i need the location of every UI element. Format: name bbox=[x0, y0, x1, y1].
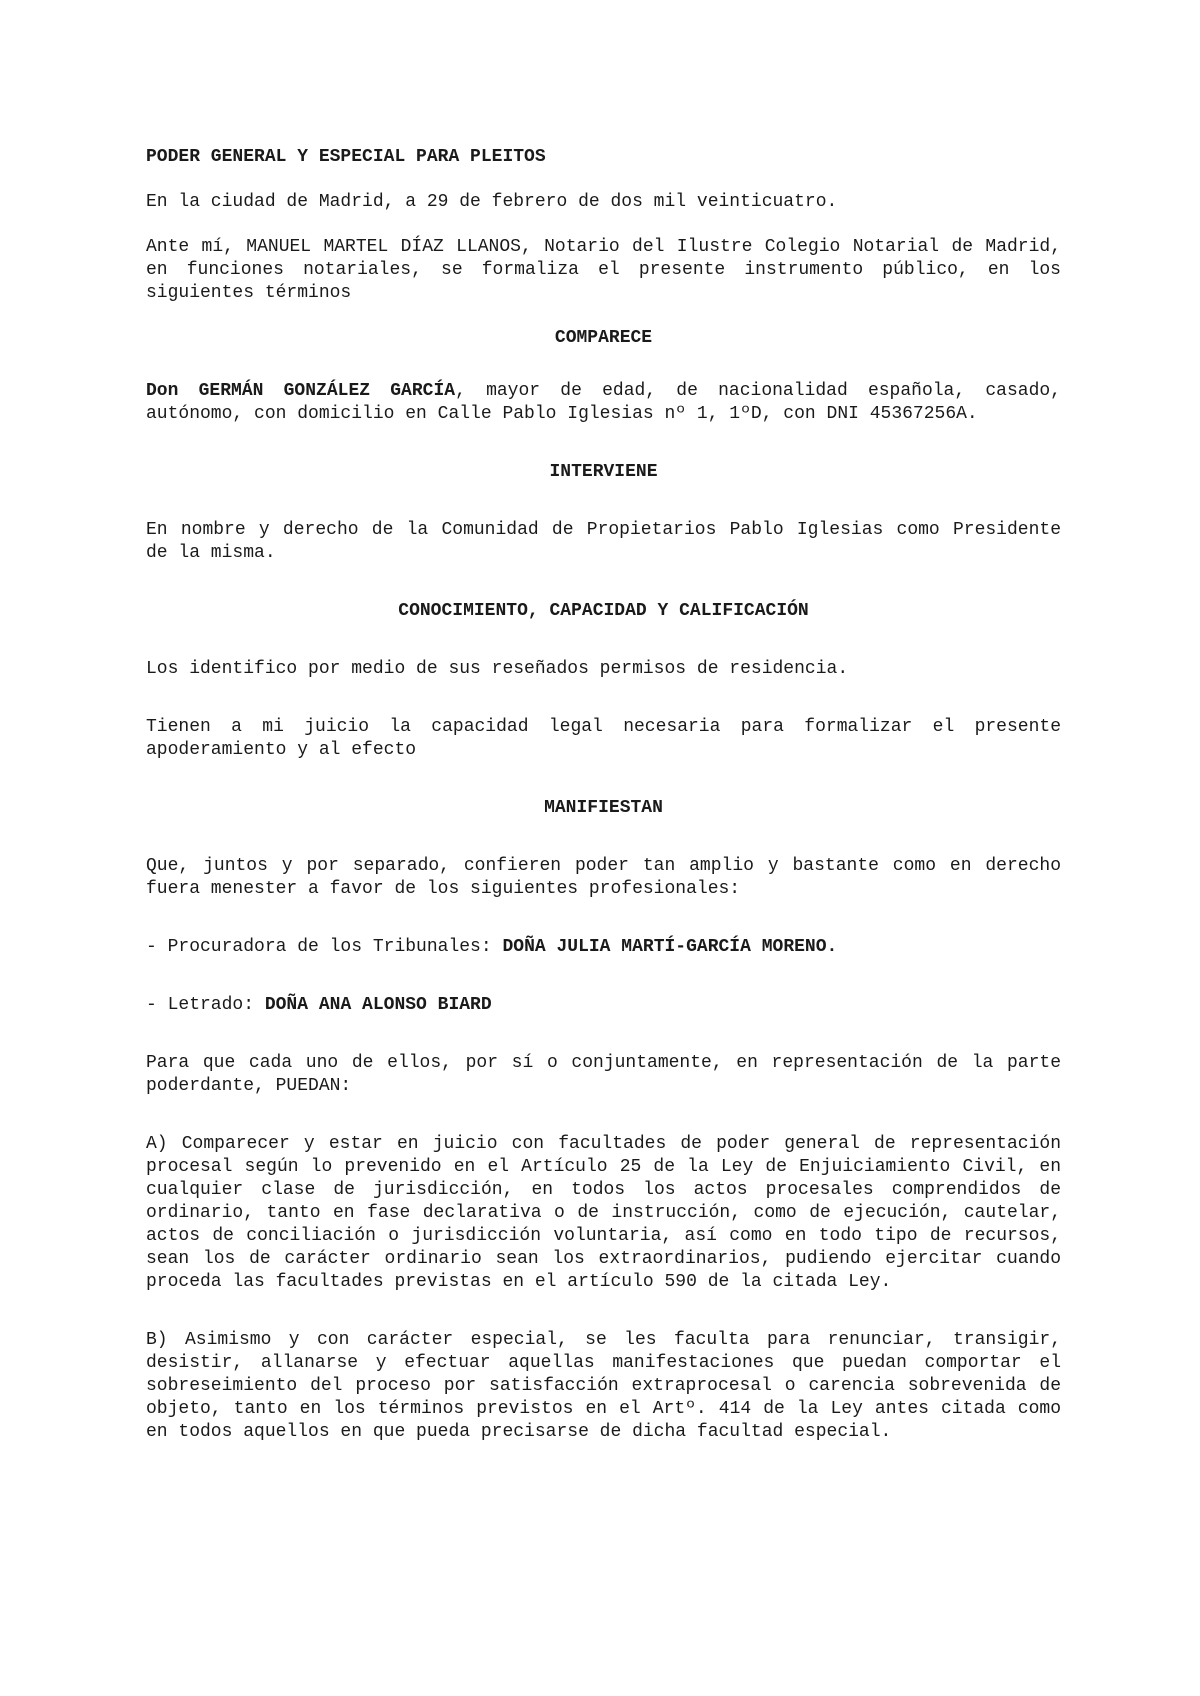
letrado-line bbox=[146, 994, 1061, 1017]
letrado-name: DOÑA ANA ALONSO BIARD bbox=[264, 995, 492, 1015]
letrado-label: - Letrado: bbox=[146, 995, 265, 1015]
puedan-paragraph: Para que cada uno de ellos, por sí o conjuntamente, en representación de la parte poderdante, PUEDAN: bbox=[146, 1053, 1061, 1096]
intro-notary-paragraph: Ante mí, MANUEL MARTEL DÍAZ LLANOS, Notario del Ilustre Colegio Notarial de Madrid, en funciones notariales, se formaliza el presente instrumento público, en los siguientes términos bbox=[146, 237, 1061, 303]
document-body bbox=[146, 146, 1061, 1444]
heading-manifiestan: MANIFIESTAN bbox=[544, 798, 663, 818]
clause-b-paragraph: B) Asimismo y con carácter especial, se les faculta para renunciar, transigir, desistir, allanarse y efectuar aquellas manifestaciones que puedan comportar el sobreseimiento del proceso por satisfacción extraprocesal o carencia sobrevenida de objeto, tanto en los términos previstos en el Artº. 414 de la Ley antes citada como en todos aquellos en que pueda precisarse de dicha facultad especial. bbox=[146, 1330, 1061, 1442]
compareciente-name: Don GERMÁN GONZÁLEZ GARCÍA bbox=[146, 381, 456, 401]
procuradora-label: - Procuradora de los Tribunales: bbox=[146, 937, 503, 957]
conocimiento-paragraph-2: Tienen a mi juicio la capacidad legal necesaria para formalizar el presente apoderamiento y al efecto bbox=[146, 717, 1061, 760]
manifiestan-paragraph: Que, juntos y por separado, confieren poder tan amplio y bastante como en derecho fuera menester a favor de los siguientes profesionales: bbox=[146, 856, 1061, 899]
comparece-paragraph bbox=[146, 380, 1061, 426]
procuradora-name: DOÑA JULIA MARTÍ-GARCÍA MORENO. bbox=[502, 937, 838, 957]
clause-a-paragraph: A) Comparecer y estar en juicio con facultades de poder general de representación procesal según lo prevenido en el Artículo 25 de la Ley de Enjuiciamiento Civil, en cualquier clase de jurisdicción, en todos los actos procesales comprendidos de ordinario, tanto en fase declarativa o de instrucción, como de ejecución, cautelar, actos de conciliación o jurisdicción voluntaria, así como en todo tipo de recursos, sean los de carácter ordinario sean los extraordinarios, pudiendo ejercitar cuando proceda las facultades previstas en el artículo 590 de la citada Ley. bbox=[146, 1134, 1061, 1292]
compareciente-details: , mayor de edad, de nacionalidad española, casado, autónomo, con domicilio en Calle Pablo Iglesias nº 1, 1ºD, con DNI 45367256A. bbox=[146, 381, 1061, 424]
intro-date-paragraph: En la ciudad de Madrid, a 29 de febrero de dos mil veinticuatro. bbox=[146, 192, 838, 212]
heading-interviene: INTERVIENE bbox=[549, 462, 658, 482]
heading-comparece: COMPARECE bbox=[554, 328, 653, 348]
procuradora-line bbox=[146, 936, 1061, 959]
heading-conocimiento: CONOCIMIENTO, CAPACIDAD Y CALIFICACIÓN bbox=[398, 601, 809, 621]
document-title: PODER GENERAL Y ESPECIAL PARA PLEITOS bbox=[146, 147, 546, 167]
conocimiento-paragraph-1: Los identifico por medio de sus reseñados permisos de residencia. bbox=[146, 659, 849, 679]
interviene-paragraph: En nombre y derecho de la Comunidad de Propietarios Pablo Iglesias como Presidente de la misma. bbox=[146, 520, 1061, 563]
